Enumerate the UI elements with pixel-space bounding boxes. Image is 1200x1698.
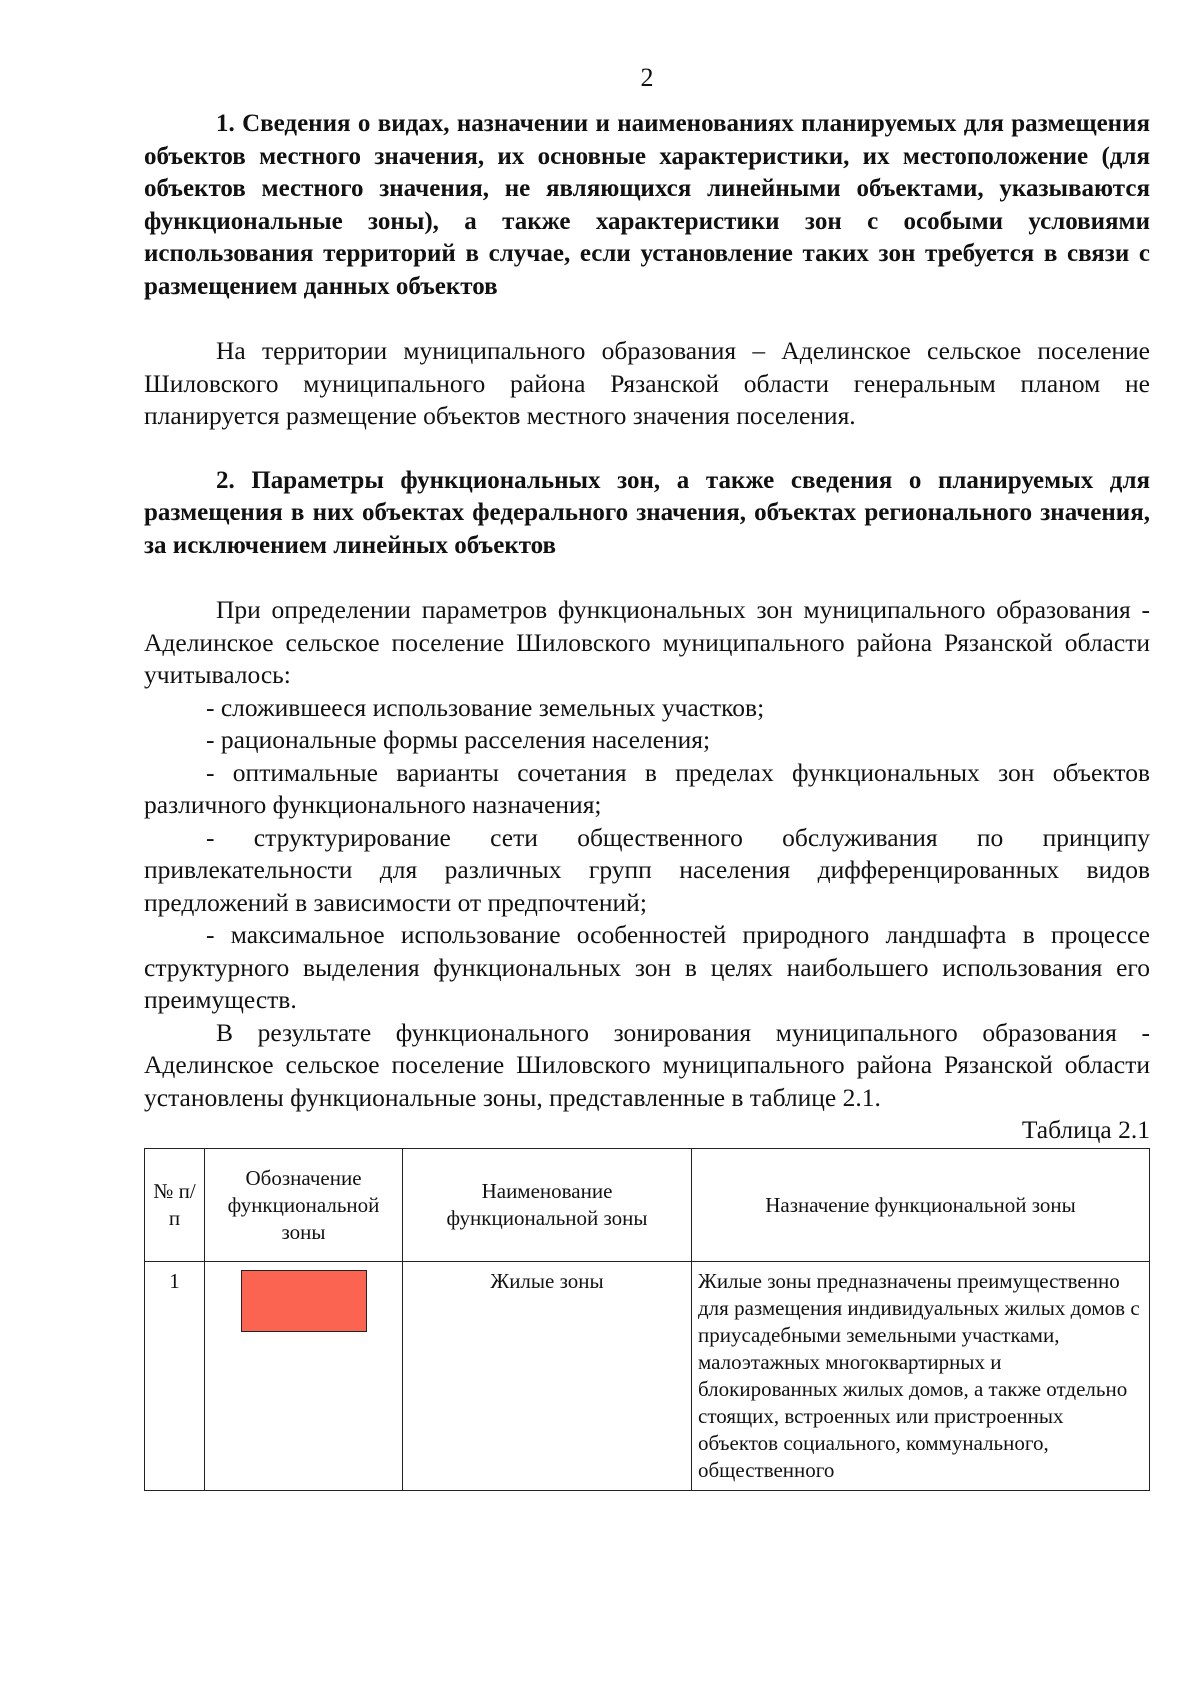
header-num: № п/п — [145, 1149, 205, 1262]
row-purpose: Жилые зоны предназначены преимущественно для размещения индивидуальных жилых домов с приусадебными земельными участками, малоэтажных многоквартирных и блокированных жилых домов, а также отдельно стоящих, встроенных или пристроенных объектов социального, коммунального, общественного — [692, 1262, 1150, 1491]
list-item: - оптимальные варианты сочетания в пределах функциональных зон объектов различного функционального назначения; — [144, 757, 1150, 819]
table-caption: Таблица 2.1 — [1021, 1115, 1150, 1144]
page-number: 2 — [640, 63, 654, 92]
section-2-heading: 2. Параметры функциональных зон, а также сведения о планируемых для размещения в них объектах федерального значения, объектах регионального значения, за исключением линейных объектов — [144, 466, 1150, 559]
section-1-heading: 1. Сведения о видах, назначении и наименованиях планируемых для размещения объектов местного значения, их основные характеристики, их местоположение (для объектов местного значения, не являющихся линейными объектами, указываются функциональные зоны), а также характеристики зон с особыми условиями использования территорий в случае, если установление таких зон требуется в связи с размещением данных объектов — [144, 110, 1150, 300]
row-symbol — [205, 1262, 403, 1491]
header-name: Наименование функциональной зоны — [403, 1149, 692, 1262]
document-page — [144, 62, 1150, 1491]
functional-zones-table — [144, 1148, 1150, 1491]
header-purpose: Назначение функциональной зоны — [692, 1149, 1150, 1262]
table-row — [145, 1262, 1150, 1491]
section-2-result: В результате функционального зонирования муниципального образования - Аделинское сельское поселение Шиловского муниципального района Рязанской области установлены функциональные зоны, представленные в таблице 2.1. — [144, 1017, 1150, 1112]
section-2-intro: При определении параметров функциональных зон муниципального образования - Аделинское сельское поселение Шиловского муниципального района Рязанской области учитывалось: — [144, 595, 1150, 689]
zone-color-swatch — [241, 1270, 367, 1332]
row-num: 1 — [145, 1262, 205, 1491]
list-item: - структурирование сети общественного обслуживания по принципу привлекательности для различных групп населения дифференцированных видов предложений в зависимости от предпочтений; — [144, 822, 1150, 917]
table-header-row — [145, 1149, 1150, 1262]
section-1-paragraph: На территории муниципального образования – Аделинское сельское поселение Шиловского муниципального района Рязанской области генеральным планом не планируется размещение объектов местного значения поселения. — [144, 336, 1150, 430]
list-item: - рациональные формы расселения населения; — [206, 725, 711, 754]
row-name: Жилые зоны — [403, 1262, 692, 1491]
list-item: - сложившееся использование земельных участков; — [206, 692, 765, 722]
header-symbol: Обозначение функциональной зоны — [205, 1149, 403, 1262]
list-item: - максимальное использование особенностей природного ландшафта в процессе структурного выделения функциональных зон в целях наибольшего использования его преимуществ. — [144, 920, 1150, 1014]
